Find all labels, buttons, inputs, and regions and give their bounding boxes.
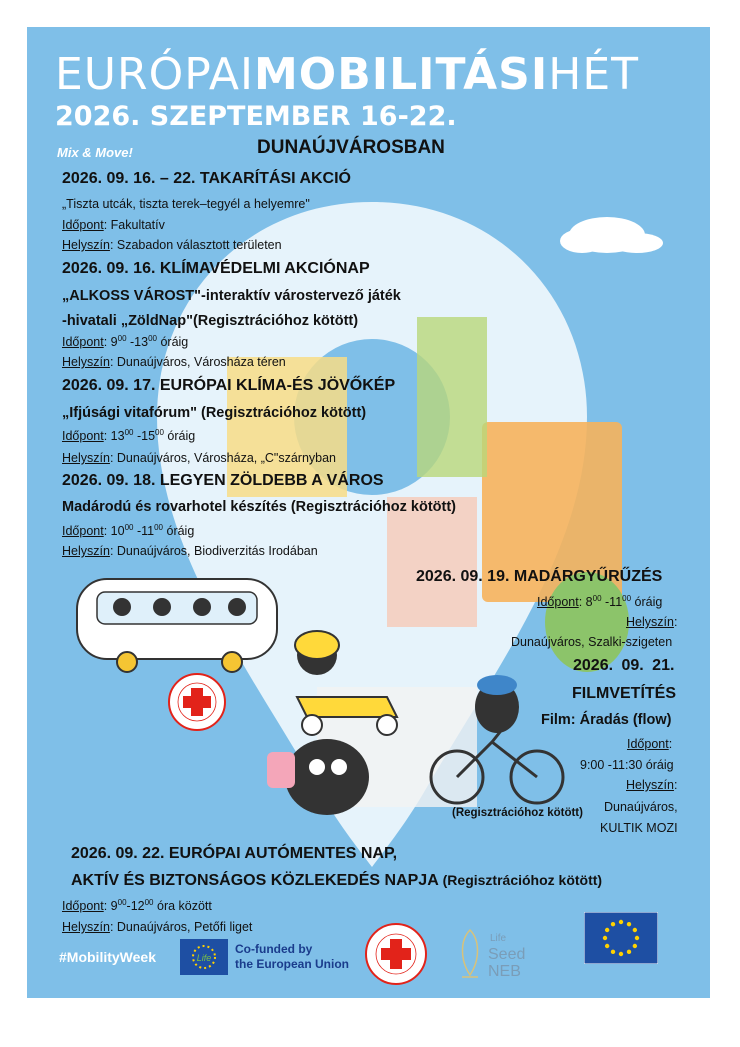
event3-place: Helyszín: Dunaújváros, Városháza, „C"szárnyban [62,451,337,465]
title-dates: 2026. SZEPTEMBER 16-22. [55,101,457,132]
event6-time-label: Időpont: [627,737,673,751]
city-heading: DUNAÚJVÁROSBAN [257,137,445,158]
eu-star-icon [635,936,639,940]
walking-character-icon [267,739,369,815]
eu-star-icon [633,928,637,932]
event4-heading: 2026. 09. 18. LEGYEN ZÖLDEBB A VÁROS [62,472,384,489]
life-seed-neb-logo [452,925,542,985]
scooter-icon [295,631,397,735]
event5-heading: 2026. 09. 19. MADÁRGYŰRŰZÉS [416,568,663,585]
event1-place: Helyszín: Szabadon választott területen [62,238,282,252]
event4-line1: Madárodú és rovarhotel készítés (Regisztrációhoz kötött) [62,499,456,515]
eu-star-icon [603,936,607,940]
eu-star-icon [619,920,623,924]
poster [27,27,710,998]
event7-time: Időpont: $9^{00}-12^{00}$ óra között [62,898,212,914]
eu-star-icon [605,928,609,932]
event1-heading: 2026. 09. 16. – 22. TAKARÍTÁSI AKCIÓ [62,170,351,187]
event6-time: 9:00 -11:30 óráig [580,758,674,772]
event7-heading2: AKTÍV ÉS BIZTONSÁGOS KÖZLEKEDÉS NAPJA (Regisztrációhoz kötött) [71,872,603,889]
event1-time: Időpont: Fakultatív [62,218,165,232]
event3-line1: „Ifjúsági vitafórum" (Regisztrációhoz kötött) [62,405,367,421]
event6-place2: KULTIK MOZI [600,821,678,835]
bus-icon [77,579,277,672]
slogan: Mix & Move! [57,145,133,160]
event5-time: Időpont: $8^{00}$ $-11^{00}$ óráig [537,594,663,610]
event5-place-label: Helyszín: [626,615,678,629]
event4-place: Helyszín: Dunaújváros, Biodiverzitás Irodában [62,544,318,558]
event6-registration: (Regisztrációhoz kötött) [452,807,583,819]
life-label: Life [490,933,507,944]
event6-heading: FILMVETÍTÉS [572,685,676,702]
event2-place: Helyszín: Dunaújváros, Városháza téren [62,355,286,369]
eu-star-icon [627,950,631,954]
red-cross-logo-footer [364,922,428,986]
event6-place-label: Helyszín: [626,778,678,792]
bicycle-icon [431,675,563,803]
eu-star-icon [611,922,615,926]
event7-place: Helyszín: Dunaújváros, Petőfi liget [62,920,253,934]
neb-label: NEB [488,963,521,980]
building-green [417,317,487,477]
event2-line2: -hivatali „ZöldNap"(Regisztrációhoz kötött) [62,313,359,329]
event5-place: Dunaújváros, Szalki-szigeten [511,635,673,649]
event7-heading1: 2026. 09. 22. EURÓPAI AUTÓMENTES NAP, [71,845,398,862]
event2-heading: 2026. 09. 16. KLÍMAVÉDELMI AKCIÓNAP [62,260,370,277]
mobility-illustration [67,567,567,827]
event2-line1: „ALKOSS VÁROST"-interaktív várostervező játék [62,288,401,304]
title: EURÓPAIMOBILITÁSIHÉT [55,49,639,100]
eu-flag-icon [584,912,658,964]
eu-star-icon [605,944,609,948]
hashtag: #MobilityWeek [59,949,156,965]
event1-quote: „Tiszta utcák, tiszta terek–tegyél a helyemre" [62,197,310,211]
eu-star-icon [633,944,637,948]
eu-star-icon [619,952,623,956]
event6-heading-date: 2026. 09. 21. [573,657,675,674]
cofunded-text: Co-funded by the European Union [235,942,349,971]
event4-time: Időpont: $10^{00}$ $-11^{00}$ óráig [62,523,195,539]
life-small-label: Life [196,953,212,963]
eu-star-icon [611,950,615,954]
red-cross-logo [167,672,227,732]
eu-star-icon [627,922,631,926]
seed-label: Seed [488,946,526,963]
event2-time: Időpont: $9^{00}$ $-13^{00}$ óráig [62,334,189,350]
cloud-icon [560,217,663,253]
event6-place1: Dunaújváros, [604,800,678,814]
eu-life-logo [180,939,228,975]
event6-film: Film: Áradás (flow) [541,712,672,728]
event3-time: Időpont: $13^{00}$ $-15^{00}$ óráig [62,428,196,444]
event3-heading: 2026. 09. 17. EURÓPAI KLÍMA-ÉS JÖVŐKÉP [62,377,396,394]
